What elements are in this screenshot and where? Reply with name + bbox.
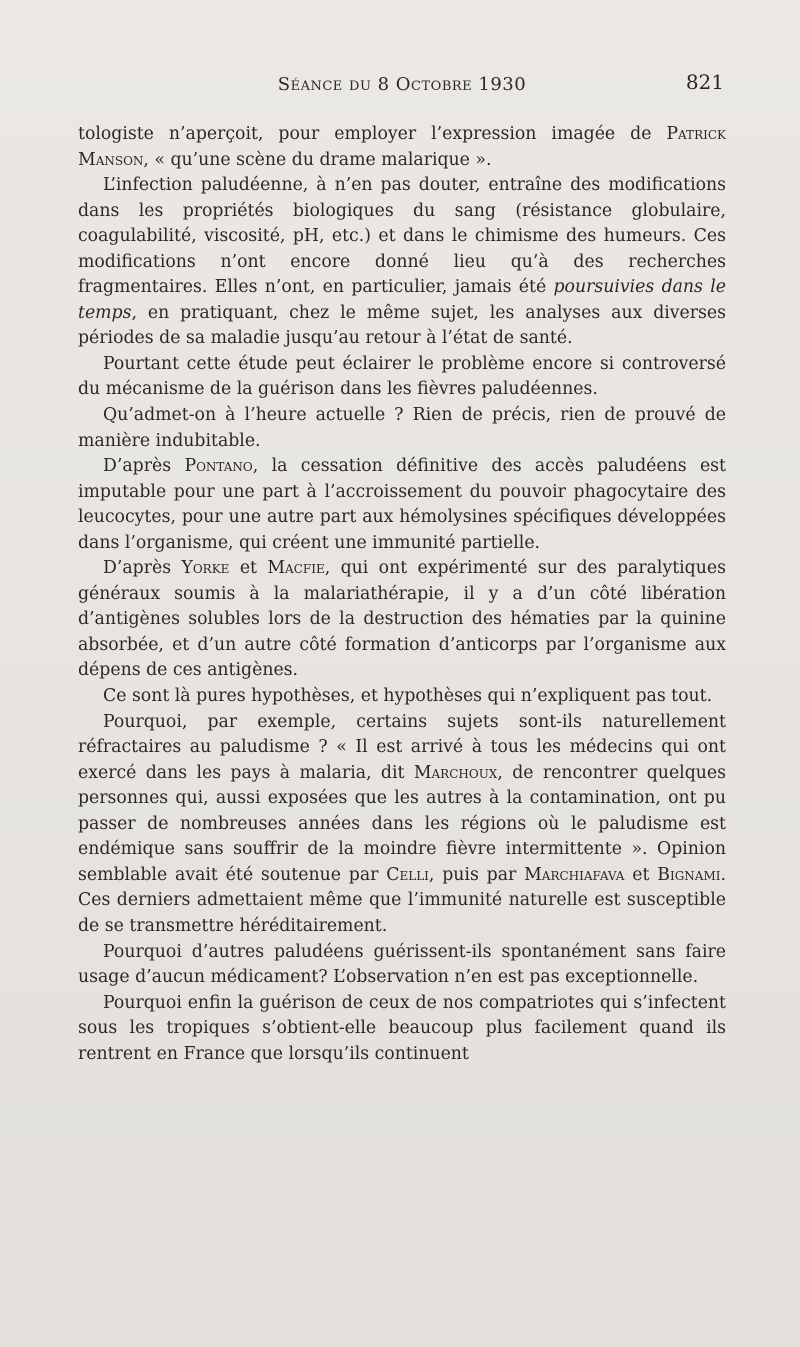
text-run: tologiste n’aperçoit, pour employer l’expression imagée de — [78, 124, 667, 144]
text-run: Pourquoi, par exemple, certains sujets sont-ils naturellement réfractaires au paludisme ? « Il est arrivé à tous les médecins qui ont exercé dans les pays à malaria, dit — [78, 711, 726, 783]
text-run: . Ces derniers admettaient même que l’immunité naturelle est susceptible de se transmettre héréditairement. — [78, 864, 726, 936]
text-run: D’après — [103, 558, 182, 579]
text-run: L’infection paludéenne, à n’en pas douter, entraîne des modifications dans les propriétés biologiques du sang (résistance globulaire, coagulabilité, viscosité, pH, etc.) et dans le chimisme des humeurs. Ces modifications n’ont encore donné lieu qu’à des recherches fragmentaires. Elles n’ont, en particulier, jamais été — [78, 175, 726, 298]
paragraph-9 — [78, 940, 726, 991]
text-run: D’après — [103, 456, 185, 477]
text-run: et — [229, 558, 268, 579]
paragraph-3 — [78, 352, 726, 403]
paragraph-6 — [78, 556, 726, 684]
text-run: Qu’admet-on à l’heure actuelle ? Rien de précis, rien de prouvé de manière indubitable. — [78, 405, 726, 451]
running-header — [78, 68, 726, 102]
author-name: Marchiafava — [524, 864, 625, 885]
text-run: , en pratiquant, chez le même sujet, les analyses aux diverses périodes de sa maladie jusqu’au retour à l’état de santé. — [78, 302, 726, 349]
body-text — [78, 122, 726, 1067]
text-run: et — [624, 864, 658, 885]
emphasis: poursuivies dans le temps — [78, 277, 726, 323]
author-name: Yorke — [181, 558, 230, 579]
text-run: Pourquoi enfin la guérison de ceux de nos compatriotes qui s’infectent sous les tropiques s’obtient-elle beaucoup plus facilement quand ils rentrent en France que lorsqu’ils continuent — [78, 992, 726, 1064]
author-name: Pontano — [184, 456, 253, 477]
author-name: Patrick Manson — [78, 124, 726, 170]
paragraph-5 — [78, 454, 726, 556]
paragraph-4 — [78, 403, 726, 454]
text-run: , qui ont expérimenté sur des paralytiques généraux soumis à la malariathérapie, il y a d’un côté libération d’antigènes solubles lors de la destruction des hématies par la quinine absorbée, et d’un autre côté formation d’anticorps par l’organisme aux dépens de ces antigènes. — [78, 558, 726, 681]
text-run: Pourtant cette étude peut éclairer le problème encore si controversé du mécanisme de la guérison dans les fièvres paludéennes. — [78, 353, 726, 400]
author-name: Bignami — [657, 864, 721, 885]
text-run: Pourquoi d’autres paludéens guérissent-ils spontanément sans faire usage d’aucun médicament? L’observation n’en est pas exceptionnelle. — [78, 941, 726, 988]
author-name: Celli — [386, 864, 429, 885]
paragraph-7 — [78, 684, 726, 710]
text-run: , la cessation définitive des accès paludéens est imputable pour une part à l’accroissement du pouvoir phagocytaire des leucocytes, pour une autre part aux hémolysines spécifiques développées dans l’organisme, qui créent une immunité partielle. — [78, 456, 726, 553]
page-number: 821 — [685, 70, 724, 94]
paragraph-1 — [78, 122, 726, 173]
running-title: Séance du 8 Octobre 1930 — [277, 74, 527, 95]
text-run: , de rencontrer quelques personnes qui, aussi exposées que les autres à la contamination, ont pu passer de nombreuses années dans les régions où le paludisme est endémique sans souffrir de la moindre fièvre intermittente ». Opinion semblable avait été soutenue par — [78, 762, 726, 885]
author-name: Marchoux — [413, 762, 498, 783]
author-name: Macfie — [267, 558, 325, 579]
text-run: Ce sont là pures hypothèses, et hypothèses qui n’expliquent pas tout. — [103, 686, 713, 707]
text-run: , puis par — [428, 864, 525, 885]
text-run: , « qu’une scène du drame malarique ». — [143, 149, 492, 170]
paragraph-8 — [78, 710, 726, 940]
paragraph-2 — [78, 173, 726, 352]
paragraph-10 — [78, 991, 726, 1068]
